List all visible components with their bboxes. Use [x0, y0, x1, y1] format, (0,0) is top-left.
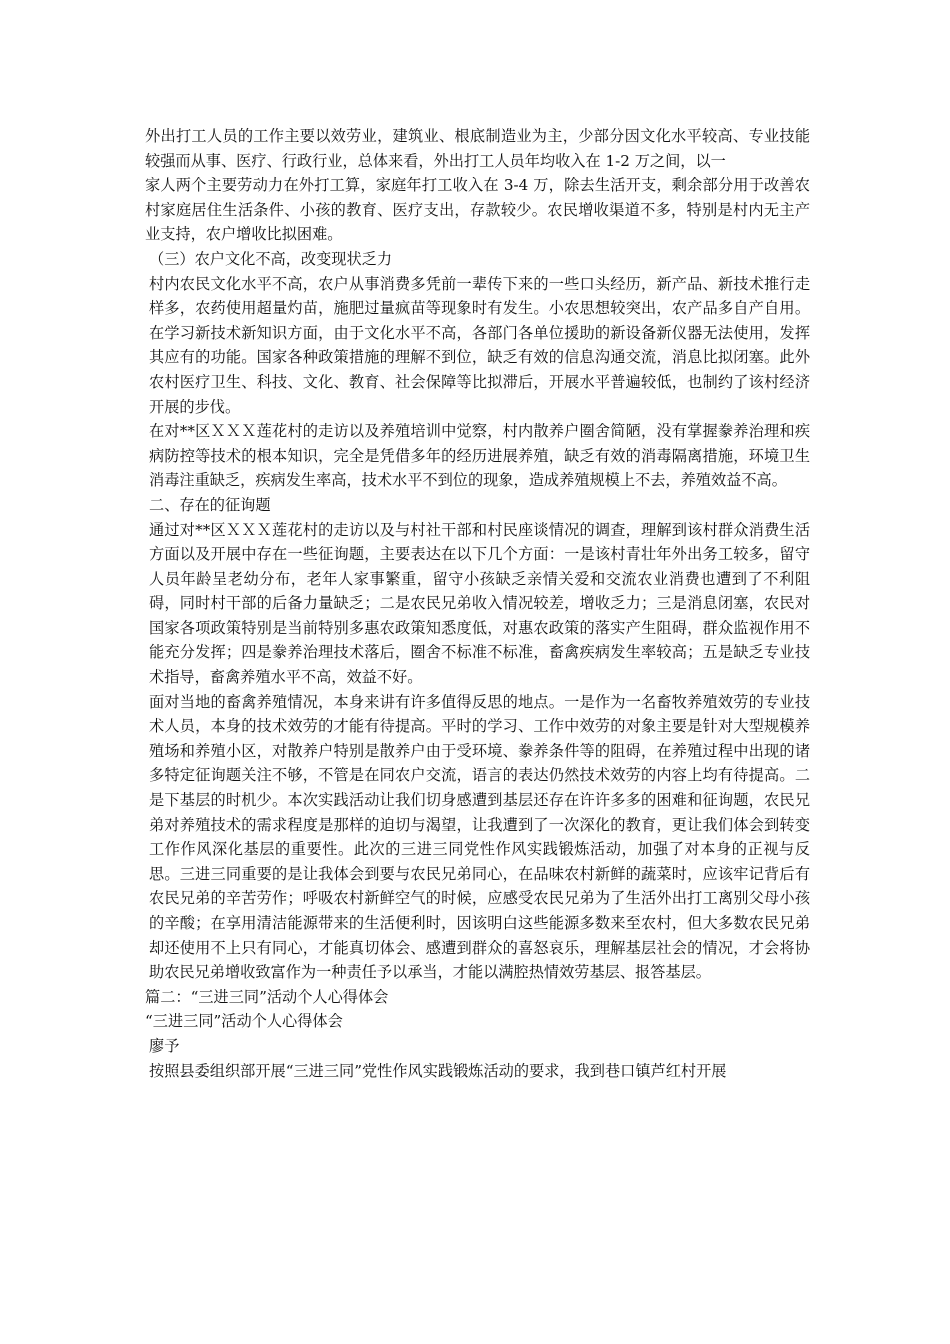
paragraph-2: 家人两个主要劳动力在外打工算，家庭年打工收入在 3-4 万，除去生活开支，剩余部分用于改善农村家庭居住生活条件、小孩的教育、医疗支出，存款较少。农民增收渠道不多，特别是村内无主产业支持，农户增收比拟困难。	[145, 176, 810, 244]
paragraph-7: 按照县委组织部开展“三进三同”党性作风实践锻炼活动的要求，我到巷口镇芦红村开展	[149, 1061, 727, 1080]
document-page	[145, 124, 810, 1083]
paragraph-5: 通过对**区ＸＸＸ莲花村的走访以及与村社干部和村民座谈情况的调查，理解到该村群众消费生活方面以及开展中存在一些征询题，主要表达在以下几个方面：一是该村青壮年外出务工较多，留守人员年龄呈老幼分布，老年人家事繁重，留守小孩缺乏亲情关爱和交流农业消费也遭到了不利阻碍，同时村干部的后备力量缺乏；二是农民兄弟收入情况较差，增收乏力；三是消息闭塞，农民对国家各项政策特别是当前特别多惠农政策知悉度低，对惠农政策的落实产生阻碍，群众监视作用不能充分发挥；四是豢养治理技术落后，圈舍不标准不标准，畜禽疾病发生率较高；五是缺乏专业技术指导，畜禽养殖水平不高，效益不好。	[149, 520, 810, 687]
paragraph-1: 外出打工人员的工作主要以效劳业，建筑业、根底制造业为主，少部分因文化水平较高、专业技能较强而从事、医疗、行政行业，总体来看，外出打工人员年均收入在 1-2 万之间，以一	[145, 127, 810, 170]
article-title: “三进三同”活动个人心得体会	[145, 1012, 343, 1031]
section-heading-2: 二、存在的征询题	[149, 495, 271, 514]
paragraph-3: 村内农民文化水平不高，农户从事消费多凭前一辈传下来的一些口头经历，新产品、新技术推行走样多，农药使用超量灼苗，施肥过量疯苗等现象时有发生。小农思想较突出，农产品多自产自用。在学习新技术新知识方面，由于文化水平不高，各部门各单位援助的新设备新仪器无法使用，发挥其应有的功能。国家各种政策措施的理解不到位，缺乏有效的信息沟通交流，消息比拟闭塞。此外农村医疗卫生、科技、文化、教育、社会保障等比拟滞后，开展水平普遍较低，也制约了该村经济开展的步伐。	[149, 274, 810, 416]
chapter-title: 篇二：“三进三同”活动个人心得体会	[145, 987, 389, 1006]
author-name: 廖予	[149, 1036, 180, 1055]
section-heading-3: （三）农户文化不高，改变现状乏力	[149, 249, 392, 268]
paragraph-4: 在对**区ＸＸＸ莲花村的走访以及养殖培训中觉察，村内散养户圈舍简陋，没有掌握豢养治理和疾病防控等技术的根本知识，完全是凭借多年的经历进展养殖，缺乏有效的消毒隔离措施，环境卫生消毒注重缺乏，疾病发生率高，技术水平不到位的现象，造成养殖规模上不去，养殖效益不高。	[149, 422, 810, 490]
paragraph-6: 面对当地的畜禽养殖情况，本身来讲有许多值得反思的地点。一是作为一名畜牧养殖效劳的专业技术人员，本身的技术效劳的才能有待提高。平时的学习、工作中效劳的对象主要是针对大型规模养殖场和养殖小区，对散养户特别是散养户由于受环境、豢养条件等的阻碍，在养殖过程中出现的诸多特定征询题关注不够，不管是在同农户交流，语言的表达仍然技术效劳的内容上均有待提高。二是下基层的时机少。本次实践活动让我们切身感遭到基层还存在许许多多的困难和征询题，农民兄弟对养殖技术的需求程度是那样的迫切与渴望，让我遭到了一次深化的教育，更让我们体会到转变工作作风深化基层的重要性。此次的三进三同党性作风实践锻炼活动，加强了对本身的正视与反思。三进三同重要的是让我体会到要与农民兄弟同心，在品味农村新鲜的蔬菜时，应该牢记背后有农民兄弟的辛苦劳作；呼吸农村新鲜空气的时候，应感受农民兄弟为了生活外出打工离别父母小孩的辛酸；在享用清洁能源带来的生活便利时，因该明白这些能源多数来至农村，但大多数农民兄弟却还使用不上只有同心，才能真切体会、感遭到群众的喜怒哀乐，理解基层社会的情况，才会将协助农民兄弟增收致富作为一种责任予以承当，才能以满腔热情效劳基层、报答基层。	[149, 692, 810, 982]
